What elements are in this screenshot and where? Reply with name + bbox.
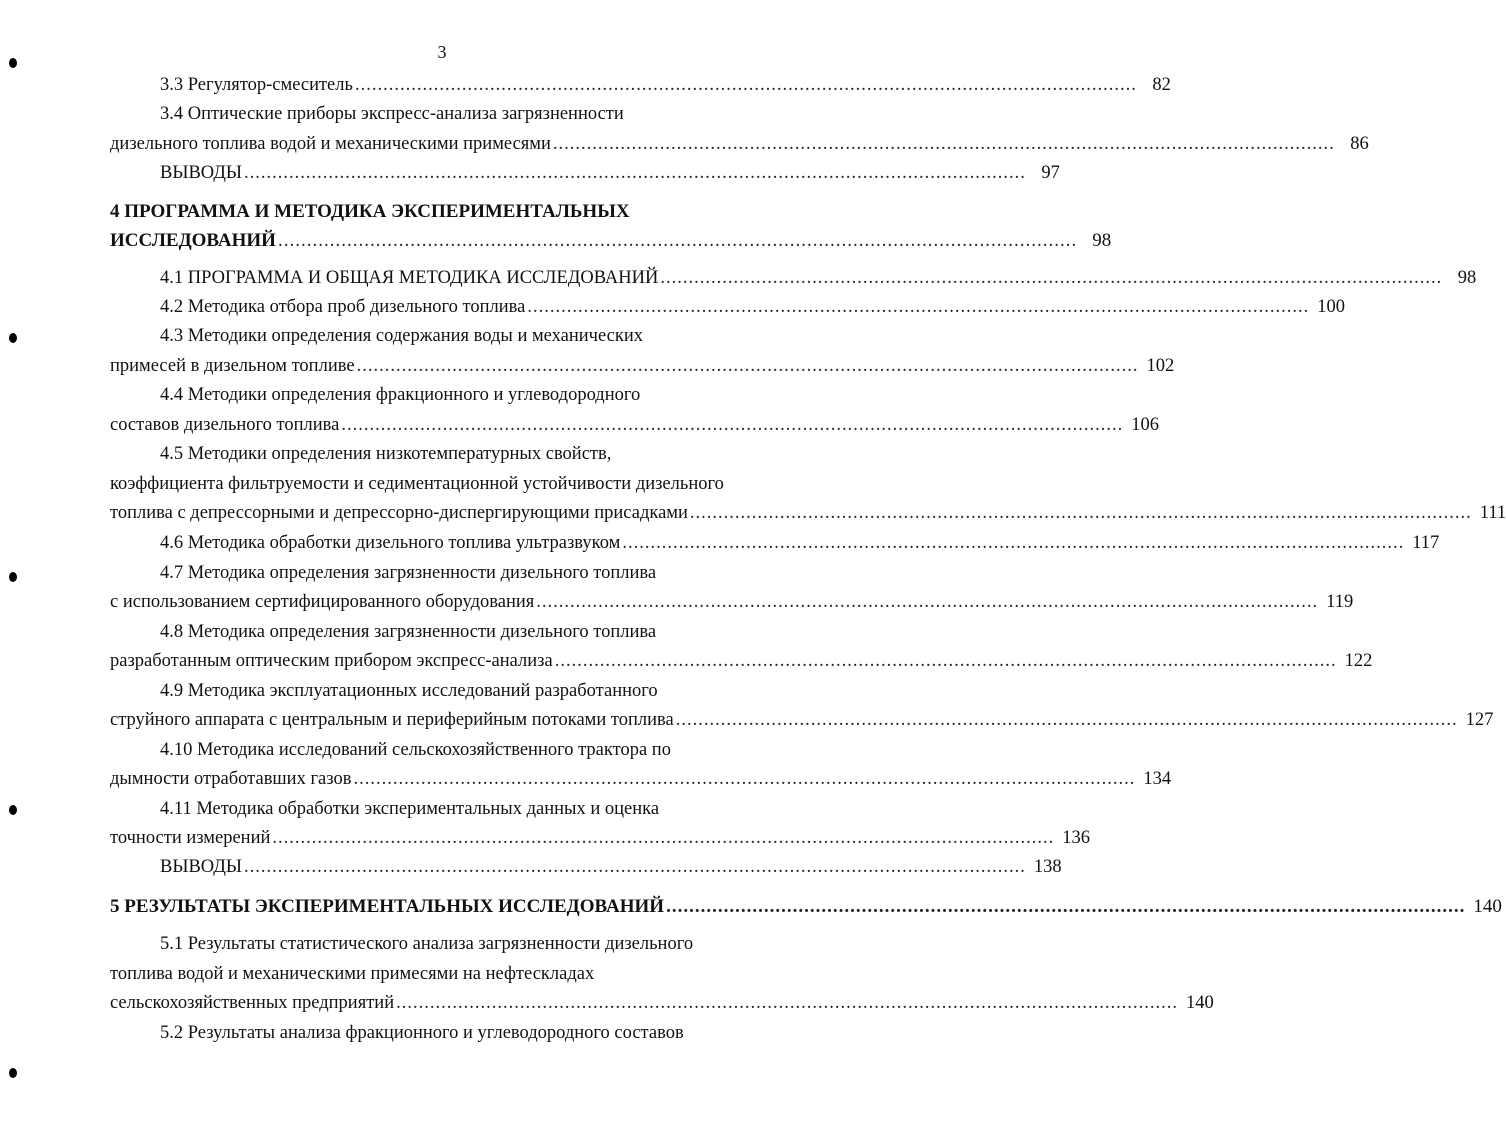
toc-entry: дизельного топлива водой и механическими примесями ........................................................................................................................................... 86 bbox=[110, 134, 1369, 154]
toc-entry: 4.2 Методика отбора проб дизельного топлива ........................................................................................................................................... 100 bbox=[160, 297, 1345, 317]
toc-entry-line: 4.5 Методики определения низкотемпературных свойств, bbox=[160, 444, 612, 464]
toc-entry: с использованием сертифицированного оборудования ........................................................................................................................................... 119 bbox=[110, 592, 1354, 612]
toc-chapter-entry: 5 РЕЗУЛЬТАТЫ ЭКСПЕРИМЕНТАЛЬНЫХ ИССЛЕДОВАНИЙ ........................................................................................................................................... 140 bbox=[110, 896, 1502, 917]
toc-entry: дымности отработавших газов ........................................................................................................................................... 134 bbox=[110, 769, 1172, 789]
toc-entry-line: 4.4 Методики определения фракционного и углеводородного bbox=[160, 385, 641, 405]
toc-chapter-heading: 4 ПРОГРАММА И МЕТОДИКА ЭКСПЕРИМЕНТАЛЬНЫХ bbox=[110, 201, 630, 222]
toc-entry-line: 3.4 Оптические приборы экспресс-анализа загрязненности bbox=[160, 104, 624, 124]
toc-entry: 3.3 Регулятор-смеситель ........................................................................................................................................... 82 bbox=[160, 75, 1171, 95]
toc-entry: примесей в дизельном топливе ........................................................................................................................................... 102 bbox=[110, 356, 1175, 376]
toc-entry: топлива с депрессорными и депрессорно-диспергирующими присадками ........................................................................................................................................... 111 bbox=[110, 503, 1506, 523]
toc-entry-conclusions: ВЫВОДЫ ........................................................................................................................................... 97 bbox=[160, 163, 1060, 183]
punch-hole-dot bbox=[9, 58, 17, 68]
toc-chapter-entry: ИССЛЕДОВАНИЙ ........................................................................................................................................... 98 bbox=[110, 230, 1112, 251]
toc-entry-line: топлива водой и механическими примесями на нефтескладах bbox=[110, 964, 595, 984]
toc-entry-line: 4.9 Методика эксплуатационных исследований разработанного bbox=[160, 681, 658, 701]
toc-entry-line: 4.10 Методика исследований сельскохозяйственного трактора по bbox=[160, 740, 671, 760]
toc-entry-line: 5.2 Результаты анализа фракционного и углеводородного составов bbox=[160, 1023, 684, 1043]
toc-entry-line: 4.11 Методика обработки экспериментальных данных и оценка bbox=[160, 799, 660, 819]
toc-entry: струйного аппарата с центральным и периферийным потоками топлива ........................................................................................................................................... 127 bbox=[110, 710, 1494, 730]
toc-entry-line: 4.7 Методика определения загрязненности дизельного топлива bbox=[160, 563, 657, 583]
page-number: 3 bbox=[437, 42, 447, 62]
toc-entry: точности измерений ........................................................................................................................................... 136 bbox=[110, 828, 1091, 848]
punch-hole-dot bbox=[9, 572, 17, 582]
toc-entry-line: коэффициента фильтруемости и седиментационной устойчивости дизельного bbox=[110, 474, 724, 494]
toc-entry: составов дизельного топлива ........................................................................................................................................... 106 bbox=[110, 415, 1159, 435]
toc-entry: 4.1 ПРОГРАММА И ОБЩАЯ МЕТОДИКА ИССЛЕДОВАНИЙ ........................................................................................................................................... 98 bbox=[160, 268, 1477, 288]
toc-entry-line: 4.8 Методика определения загрязненности дизельного топлива bbox=[160, 622, 657, 642]
punch-hole-dot bbox=[9, 1068, 17, 1078]
toc-entry: разработанным оптическим прибором экспресс-анализа ........................................................................................................................................... 122 bbox=[110, 651, 1373, 671]
punch-hole-dot bbox=[9, 333, 17, 343]
toc-entry: 4.6 Методика обработки дизельного топлива ультразвуком ........................................................................................................................................... 117 bbox=[160, 533, 1440, 553]
punch-hole-dot bbox=[9, 805, 17, 815]
toc-entry-conclusions: ВЫВОДЫ ........................................................................................................................................... 138 bbox=[160, 857, 1062, 877]
toc-entry: сельскохозяйственных предприятий ........................................................................................................................................... 140 bbox=[110, 993, 1214, 1013]
toc-entry-line: 5.1 Результаты статистического анализа загрязненности дизельного bbox=[160, 934, 694, 954]
toc-entry-line: 4.3 Методики определения содержания воды и механических bbox=[160, 326, 643, 346]
